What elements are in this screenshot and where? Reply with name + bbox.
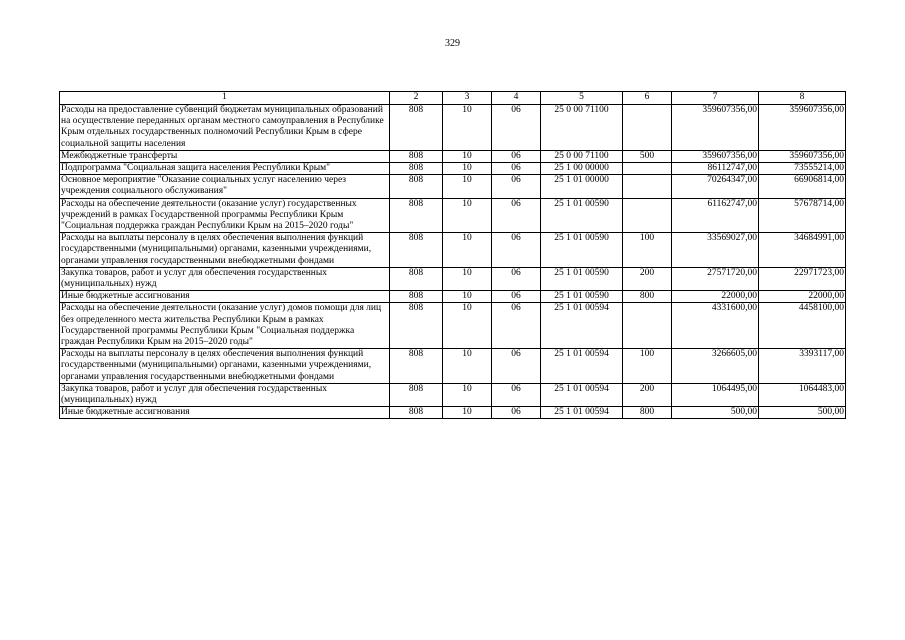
chapter-cell: 808	[390, 175, 443, 198]
amount-year1-cell: 500,00	[672, 407, 759, 419]
amount-year1-cell: 86112747,00	[672, 163, 759, 175]
table-row	[60, 175, 846, 198]
column-header: 6	[623, 92, 672, 105]
target-item-cell: 25 1 01 00590	[541, 291, 623, 303]
expense-type-cell: 800	[623, 407, 672, 419]
target-item-cell: 25 1 01 00590	[541, 233, 623, 268]
chapter-cell: 808	[390, 150, 443, 162]
chapter-cell: 808	[390, 407, 443, 419]
expense-type-cell: 800	[623, 291, 672, 303]
column-header: 7	[672, 92, 759, 105]
table-row	[60, 291, 846, 303]
amount-year1-cell: 359607356,00	[672, 105, 759, 151]
page-number: 329	[445, 38, 460, 49]
subsection-cell: 06	[492, 175, 541, 198]
section-cell: 10	[443, 198, 492, 233]
amount-year2-cell: 34684991,00	[759, 233, 846, 268]
budget-table	[59, 91, 846, 419]
amount-year1-cell: 22000,00	[672, 291, 759, 303]
column-header: 3	[443, 92, 492, 105]
expense-type-cell: 100	[623, 349, 672, 384]
header-row	[60, 92, 846, 105]
amount-year1-cell: 359607356,00	[672, 150, 759, 162]
amount-year2-cell: 22000,00	[759, 291, 846, 303]
section-cell: 10	[443, 291, 492, 303]
expense-type-cell	[623, 163, 672, 175]
expense-type-cell: 100	[623, 233, 672, 268]
target-item-cell: 25 1 01 00590	[541, 267, 623, 290]
section-cell: 10	[443, 349, 492, 384]
row-name-cell: Закупка товаров, работ и услуг для обеспечения государственных (муниципальных) нужд	[60, 383, 390, 406]
amount-year1-cell: 27571720,00	[672, 267, 759, 290]
expense-type-cell: 200	[623, 267, 672, 290]
row-name-cell: Расходы на обеспечение деятельности (оказание услуг) государственных учреждений в рамках Государственной программы Республики Крым "Социальная поддержка граждан Республики Крым на 2015–2020 годы"	[60, 198, 390, 233]
section-cell: 10	[443, 150, 492, 162]
chapter-cell: 808	[390, 291, 443, 303]
chapter-cell: 808	[390, 267, 443, 290]
target-item-cell: 25 1 01 00590	[541, 198, 623, 233]
subsection-cell: 06	[492, 198, 541, 233]
row-name-cell: Закупка товаров, работ и услуг для обеспечения государственных (муниципальных) нужд	[60, 267, 390, 290]
section-cell: 10	[443, 233, 492, 268]
row-name-cell: Межбюджетные трансферты	[60, 150, 390, 162]
target-item-cell: 25 0 00 71100	[541, 105, 623, 151]
table-row	[60, 303, 846, 349]
table-row	[60, 349, 846, 384]
amount-year2-cell: 1064483,00	[759, 383, 846, 406]
amount-year1-cell: 4331600,00	[672, 303, 759, 349]
table-body	[60, 105, 846, 419]
subsection-cell: 06	[492, 291, 541, 303]
chapter-cell: 808	[390, 163, 443, 175]
section-cell: 10	[443, 383, 492, 406]
table-row	[60, 407, 846, 419]
target-item-cell: 25 1 01 00594	[541, 383, 623, 406]
table-row	[60, 198, 846, 233]
chapter-cell: 808	[390, 303, 443, 349]
section-cell: 10	[443, 407, 492, 419]
chapter-cell: 808	[390, 383, 443, 406]
table-row	[60, 150, 846, 162]
target-item-cell: 25 0 00 71100	[541, 150, 623, 162]
subsection-cell: 06	[492, 267, 541, 290]
column-header: 1	[60, 92, 390, 105]
amount-year2-cell: 73555214,00	[759, 163, 846, 175]
chapter-cell: 808	[390, 198, 443, 233]
chapter-cell: 808	[390, 233, 443, 268]
table-row	[60, 383, 846, 406]
subsection-cell: 06	[492, 233, 541, 268]
row-name-cell: Основное мероприятие "Оказание социальных услуг населению через учреждения социального обслуживания"	[60, 175, 390, 198]
row-name-cell: Подпрограмма "Социальная защита населения Республики Крым"	[60, 163, 390, 175]
table-row	[60, 267, 846, 290]
subsection-cell: 06	[492, 349, 541, 384]
section-cell: 10	[443, 303, 492, 349]
table-row	[60, 105, 846, 151]
amount-year1-cell: 61162747,00	[672, 198, 759, 233]
amount-year1-cell: 1064495,00	[672, 383, 759, 406]
column-header: 4	[492, 92, 541, 105]
subsection-cell: 06	[492, 303, 541, 349]
target-item-cell: 25 1 00 00000	[541, 163, 623, 175]
amount-year2-cell: 3393117,00	[759, 349, 846, 384]
chapter-cell: 808	[390, 105, 443, 151]
section-cell: 10	[443, 105, 492, 151]
amount-year2-cell: 57678714,00	[759, 198, 846, 233]
section-cell: 10	[443, 175, 492, 198]
row-name-cell: Иные бюджетные ассигнования	[60, 291, 390, 303]
amount-year2-cell: 359607356,00	[759, 150, 846, 162]
column-header: 8	[759, 92, 846, 105]
column-header: 2	[390, 92, 443, 105]
subsection-cell: 06	[492, 163, 541, 175]
subsection-cell: 06	[492, 383, 541, 406]
row-name-cell: Расходы на предоставление субвенций бюджетам муниципальных образований на осуществление переданных органам местного самоуправления в Республике Крым отдельных государственных полномочий Республики Крым в сфере социальной защиты населения	[60, 105, 390, 151]
row-name-cell: Расходы на обеспечение деятельности (оказание услуг) домов помощи для лиц без определенного места жительства Республики Крым в рамках Государственной программы Республики Крым "Социальная поддержка граждан Республики Крым на 2015–2020 годы"	[60, 303, 390, 349]
column-header: 5	[541, 92, 623, 105]
amount-year1-cell: 3266605,00	[672, 349, 759, 384]
row-name-cell: Иные бюджетные ассигнования	[60, 407, 390, 419]
expense-type-cell	[623, 105, 672, 151]
target-item-cell: 25 1 01 00594	[541, 407, 623, 419]
row-name-cell: Расходы на выплаты персоналу в целях обеспечения выполнения функций государственными (муниципальными) органами, казенными учреждениями, органами управления государственными внебюджетными фондами	[60, 233, 390, 268]
target-item-cell: 25 1 01 00594	[541, 303, 623, 349]
amount-year1-cell: 70264347,00	[672, 175, 759, 198]
table-row	[60, 163, 846, 175]
subsection-cell: 06	[492, 105, 541, 151]
amount-year2-cell: 359607356,00	[759, 105, 846, 151]
expense-type-cell	[623, 198, 672, 233]
subsection-cell: 06	[492, 150, 541, 162]
section-cell: 10	[443, 163, 492, 175]
target-item-cell: 25 1 01 00594	[541, 349, 623, 384]
amount-year2-cell: 22971723,00	[759, 267, 846, 290]
expense-type-cell	[623, 175, 672, 198]
chapter-cell: 808	[390, 349, 443, 384]
amount-year2-cell: 66906814,00	[759, 175, 846, 198]
target-item-cell: 25 1 01 00000	[541, 175, 623, 198]
expense-type-cell: 500	[623, 150, 672, 162]
table-row	[60, 233, 846, 268]
section-cell: 10	[443, 267, 492, 290]
amount-year1-cell: 33569027,00	[672, 233, 759, 268]
expense-type-cell: 200	[623, 383, 672, 406]
row-name-cell: Расходы на выплаты персоналу в целях обеспечения выполнения функций государственными (муниципальными) органами, казенными учреждениями, органами управления государственными внебюджетными фондами	[60, 349, 390, 384]
amount-year2-cell: 500,00	[759, 407, 846, 419]
subsection-cell: 06	[492, 407, 541, 419]
expense-type-cell	[623, 303, 672, 349]
amount-year2-cell: 4458100,00	[759, 303, 846, 349]
